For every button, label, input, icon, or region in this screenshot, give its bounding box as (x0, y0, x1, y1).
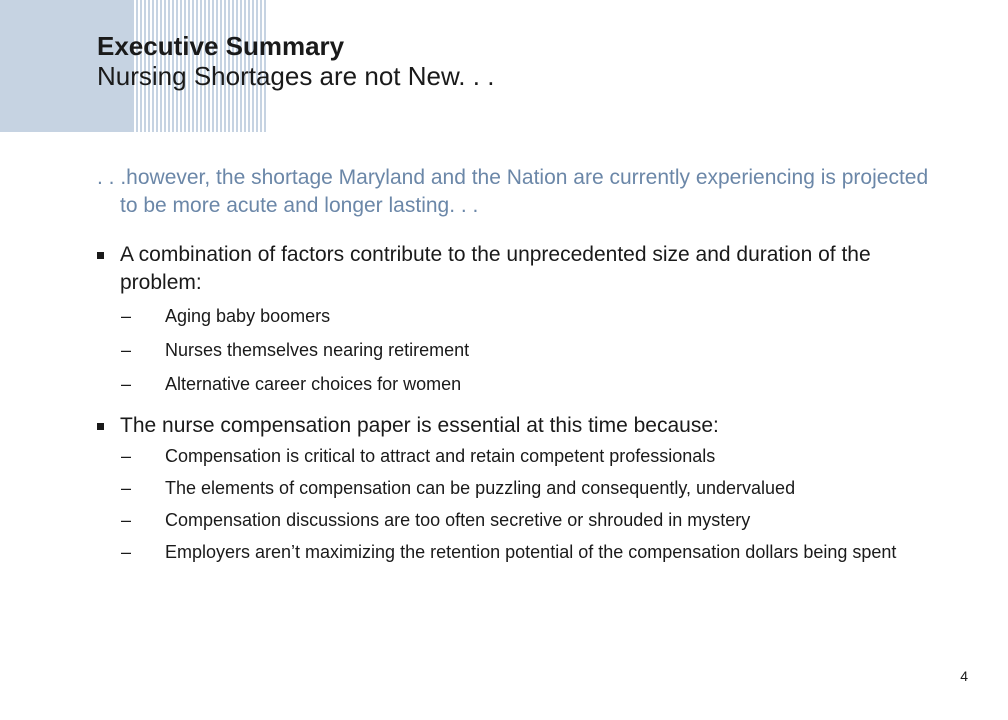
sub-bullet-item (97, 304, 957, 328)
dash-icon: – (121, 542, 132, 562)
page-number: 4 (960, 668, 968, 684)
bullet-item (97, 412, 957, 440)
square-bullet-icon (97, 252, 104, 259)
sub-bullet-text: Compensation is critical to attract and retain competent professionals (165, 446, 716, 466)
sub-bullet-list (97, 304, 957, 396)
square-bullet-icon (97, 423, 104, 430)
sub-bullet-text: The elements of compensation can be puzzling and consequently, undervalued (165, 478, 796, 498)
dash-icon: – (121, 510, 132, 530)
slide-title-block (97, 32, 494, 92)
sub-bullet-item (97, 476, 957, 500)
dash-icon: – (121, 478, 132, 498)
dash-icon: – (121, 306, 132, 326)
slide-subtitle: Nursing Shortages are not New. . . (97, 60, 495, 91)
dash-icon: – (121, 446, 132, 466)
bullet-group-compensation (97, 412, 957, 564)
bullet-text: A combination of factors contribute to the unprecedented size and duration of the problem: (120, 243, 871, 294)
sub-bullet-text: Employers aren’t maximizing the retention potential of the compensation dollars being spent (165, 542, 897, 562)
sub-bullet-text: Compensation discussions are too often secretive or shrouded in mystery (165, 510, 751, 530)
bullet-item (97, 241, 957, 297)
slide-content (97, 241, 957, 564)
bullet-group-factors (97, 241, 957, 396)
dash-icon: – (121, 340, 132, 360)
sub-bullet-item (97, 508, 957, 532)
sub-bullet-item (97, 338, 957, 362)
intro-text: . . .however, the shortage Maryland and the Nation are currently experiencing is projected to be more acute and longer lasting. . . (97, 166, 929, 217)
sub-bullet-item (97, 372, 957, 396)
sub-bullet-item (97, 540, 957, 564)
sub-bullet-item (97, 444, 957, 468)
sub-bullet-text: Aging baby boomers (165, 306, 331, 326)
dash-icon: – (121, 374, 132, 394)
slide-title: Executive Summary (97, 31, 345, 61)
sub-bullet-text: Nurses themselves nearing retirement (165, 340, 470, 360)
sub-bullet-text: Alternative career choices for women (165, 374, 462, 394)
bullet-text: The nurse compensation paper is essential at this time because: (120, 414, 719, 437)
sub-bullet-list (97, 444, 957, 564)
